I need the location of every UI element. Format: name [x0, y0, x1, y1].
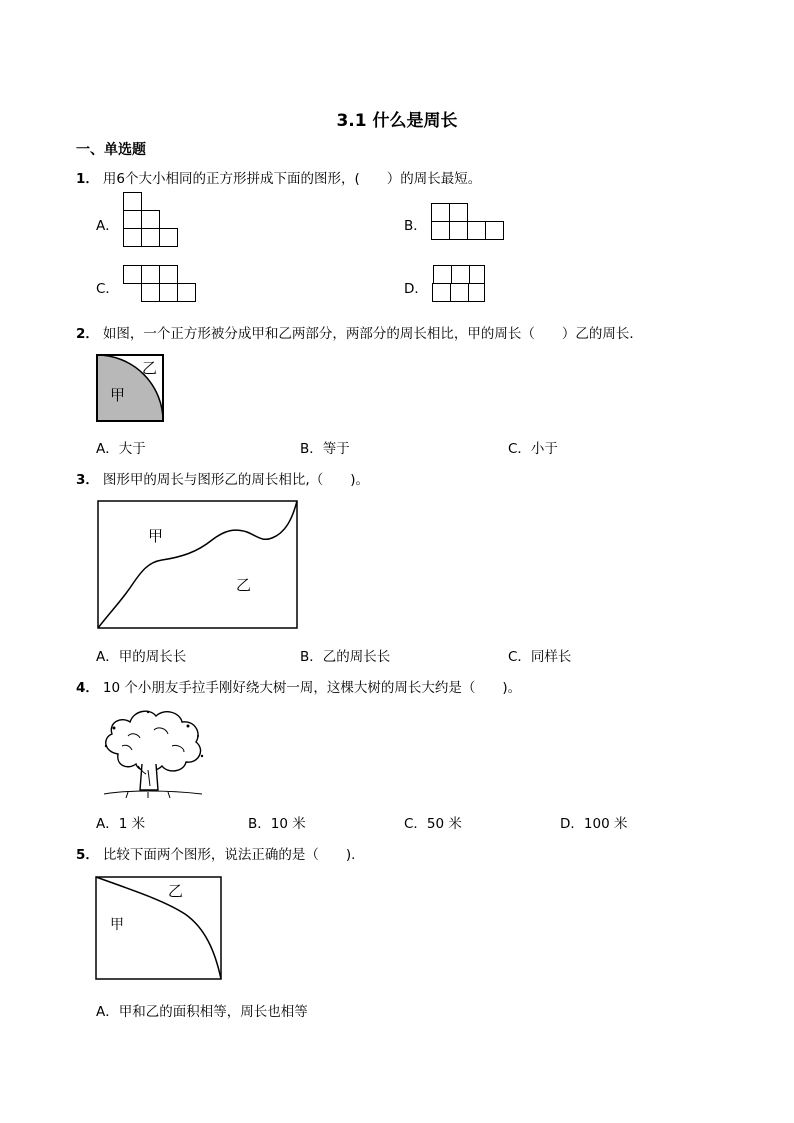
- fig-label-yi: 乙: [168, 882, 184, 900]
- q1-figure-d: [431, 265, 488, 303]
- fig-label-jia: 甲: [110, 386, 126, 404]
- option-b-label[interactable]: B．等于: [300, 441, 350, 457]
- option-c-label[interactable]: C．50 米: [404, 816, 462, 832]
- question-3: [76, 468, 369, 488]
- question-number: 5．: [76, 847, 99, 863]
- option-a-label[interactable]: A．: [96, 218, 119, 234]
- fig-label-jia: 甲: [148, 527, 164, 545]
- option-d-label[interactable]: D．100 米: [560, 816, 628, 832]
- question-text: 如图，一个正方形被分成甲和乙两部分，两部分的周长相比，甲的周长（ ）乙的周长．: [102, 326, 643, 342]
- option-c-label[interactable]: C．: [96, 281, 119, 297]
- q3-rectangle-figure: [97, 500, 299, 630]
- option-a-label[interactable]: A．1 米: [96, 816, 146, 832]
- option-d-label[interactable]: D．: [404, 281, 428, 297]
- fig-label-jia: 甲: [110, 917, 124, 933]
- question-text: 10 个小朋友手拉手刚好绕大树一周，这棵大树的周长大约是（ )。: [102, 680, 522, 696]
- option-a-label[interactable]: A．甲和乙的面积相等，周长也相等: [96, 1004, 308, 1020]
- question-2: [76, 322, 643, 342]
- question-4: [76, 676, 521, 696]
- fig-label-yi: 乙: [142, 359, 158, 377]
- option-a-label[interactable]: A．甲的周长长: [96, 649, 187, 665]
- page-title: 3.1 什么是周长: [336, 111, 458, 131]
- fig-label-yi: 乙: [236, 576, 252, 594]
- question-text: 图形甲的周长与图形乙的周长相比,（ )。: [102, 472, 369, 488]
- option-b-label[interactable]: B．: [404, 218, 427, 234]
- question-number: 3．: [76, 472, 99, 488]
- q1-figure-b: [431, 203, 506, 241]
- option-b-label[interactable]: B．10 米: [248, 816, 306, 832]
- q1-figure-a: [123, 192, 179, 248]
- q1-figure-c: [123, 265, 198, 303]
- question-text: 比较下面两个图形，说法正确的是（ ).: [102, 847, 356, 863]
- option-b-label[interactable]: B．乙的周长长: [300, 649, 391, 665]
- question-1: [76, 167, 481, 187]
- option-c-label[interactable]: C．小于: [508, 441, 558, 457]
- tree-illustration: [98, 706, 208, 801]
- question-number: 2．: [76, 326, 99, 342]
- question-number: 1．: [76, 171, 99, 187]
- option-a-label[interactable]: A．大于: [96, 441, 146, 457]
- question-text: 用6个大小相同的正方形拼成下面的图形，( ）的周长最短。: [102, 171, 482, 187]
- section-heading: 一、单选题: [76, 142, 146, 158]
- question-number: 4．: [76, 680, 99, 696]
- option-c-label[interactable]: C．同样长: [508, 649, 572, 665]
- question-5: [76, 843, 355, 863]
